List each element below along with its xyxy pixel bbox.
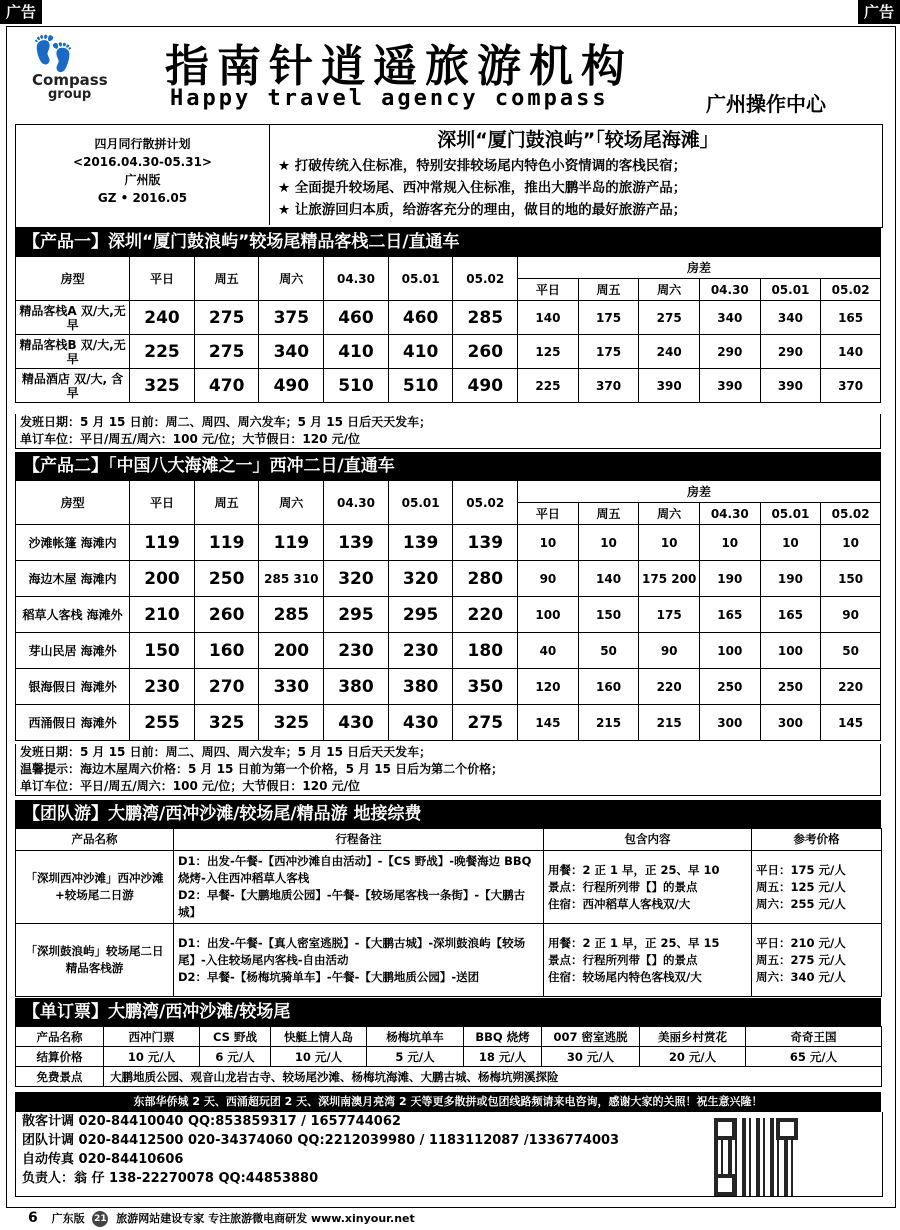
diff-cell: 370 (821, 369, 881, 403)
contact-line: 负责人：翁 仔 138-22270078 QQ:44853880 (22, 1171, 319, 1186)
price-cell: 285 (453, 301, 518, 335)
diff-cell: 390 (760, 369, 821, 403)
group-col-header: 包含内容 (544, 829, 752, 851)
col-header: 05.02 (453, 481, 518, 525)
price-cell: 280 (453, 561, 518, 597)
contact-line: 自动传真 020-84410606 (22, 1152, 184, 1167)
diff-col-header: 05.02 (821, 279, 881, 301)
col-room: 房型 (16, 481, 130, 525)
group-itinerary-line: D1：出发-午餐-【真人密室逃脱】-【大鹏古城】-深圳鼓浪屿【较场尾】-入住较场尾内客栈-自由活动 (178, 935, 526, 967)
diff-cell: 90 (518, 561, 579, 597)
header-row (16, 481, 881, 503)
logo-brand-group: group (48, 87, 92, 102)
price-cell: 260 (453, 335, 518, 369)
ticket-price: 18 元/人 (464, 1047, 542, 1067)
price-cell: 230 (388, 633, 453, 669)
diff-cell: 10 (639, 525, 700, 561)
diff-cell: 10 (699, 525, 760, 561)
price-cell: 200 (259, 633, 324, 669)
page-footer (28, 1210, 415, 1227)
diff-cell: 225 (518, 369, 579, 403)
diff-col-header: 04.30 (699, 503, 760, 525)
price-cell: 460 (388, 301, 453, 335)
room-type: 芽山民居 海滩外 (16, 633, 130, 669)
plan-code: GZ • 2016.05 (97, 191, 188, 205)
product1-notes (15, 414, 881, 449)
price-cell: 330 (259, 669, 324, 705)
price-cell: 225 (130, 335, 195, 369)
ticket-table (15, 1026, 882, 1087)
price-cell: 325 (130, 369, 195, 403)
col-header: 周五 (194, 257, 259, 301)
group-includes-line: 住宿：西冲稻草人客栈双/大 (548, 896, 691, 911)
ticket-price: 20 元/人 (640, 1047, 746, 1067)
col-header: 05.01 (388, 257, 453, 301)
group-itinerary (174, 924, 544, 997)
price-cell: 510 (324, 369, 389, 403)
diff-cell: 40 (518, 633, 579, 669)
group-includes-line: 用餐：2 正 1 早，正 25、早 10 (548, 862, 720, 877)
price-cell: 325 (194, 705, 259, 741)
price-cell: 430 (324, 705, 389, 741)
group-col-header: 行程备注 (174, 829, 544, 851)
intro-line: ★ 全面提升较场尾、西冲常规入住标准，推出大鹏半岛的旅游产品； (278, 180, 687, 196)
group-prices (752, 851, 882, 924)
price-cell: 430 (388, 705, 453, 741)
group-itinerary-line: D2：早餐-【杨梅坑骑单车】-午餐-【大鹏地质公园】-送团 (178, 969, 480, 984)
diff-cell: 190 (699, 561, 760, 597)
group-prices-line: 周五：275 元/人 (756, 952, 846, 967)
col-header: 平日 (130, 257, 195, 301)
diff-cell: 215 (639, 705, 700, 741)
table-row (16, 525, 881, 561)
price-cell: 325 (259, 705, 324, 741)
col-header: 周六 (259, 481, 324, 525)
price-cell: 119 (130, 525, 195, 561)
diff-cell: 50 (578, 633, 639, 669)
ticket-name: BBQ 烧烤 (464, 1027, 542, 1047)
diff-cell: 140 (578, 561, 639, 597)
ticket-price: 10 元/人 (104, 1047, 200, 1067)
ticket-price: 10 元/人 (271, 1047, 367, 1067)
diff-cell: 175 (578, 335, 639, 369)
diff-cell: 190 (760, 561, 821, 597)
ticket-name: CS 野战 (200, 1027, 271, 1047)
diff-cell: 175 200 (639, 561, 700, 597)
diff-cell: 100 (699, 633, 760, 669)
room-type: 精品客栈A 双/大,无早 (16, 301, 130, 335)
free-label: 免费景点 (16, 1067, 104, 1087)
diff-cell: 140 (821, 335, 881, 369)
col-header: 周六 (259, 257, 324, 301)
col-header: 平日 (130, 481, 195, 525)
table-row (16, 561, 881, 597)
intro-line: ★ 打破传统入住标准，特别安排较场尾内特色小资情调的客栈民宿； (278, 158, 687, 174)
price-cell: 285 (259, 597, 324, 633)
diff-cell: 390 (699, 369, 760, 403)
price-cell: 320 (388, 561, 453, 597)
plan-dates: <2016.04.30-05.31> (73, 155, 212, 169)
price-cell: 139 (388, 525, 453, 561)
footer-text: 旅游网站建设专家 专注旅游微电商研发 www.xinyour.net (116, 1212, 415, 1225)
diff-cell: 120 (518, 669, 579, 705)
ticket-free-row (16, 1067, 882, 1087)
group-itinerary (174, 851, 544, 924)
group-itinerary-line: D1：出发-午餐-【西冲沙滩自由活动】-【CS 野战】-晚餐海边 BBQ 烧烤-入住西冲稻草人客栈 (178, 854, 532, 885)
price-cell: 380 (324, 669, 389, 705)
title-english: Happy travel agency compass (170, 86, 609, 111)
group-bar: 【团队游】大鹏湾/西冲沙滩/较场尾/精品游 地接综费 (15, 800, 881, 828)
ad-tag-right: 广告 (858, 0, 900, 24)
diff-col-header: 04.30 (699, 279, 760, 301)
price-cell: 380 (388, 669, 453, 705)
price-cell: 460 (324, 301, 389, 335)
room-type: 精品客栈B 双/大,无早 (16, 335, 130, 369)
product2-table (15, 480, 881, 741)
room-type: 精品酒店 双/大, 含早 (16, 369, 130, 403)
price-cell: 180 (453, 633, 518, 669)
ticket-name: 西冲门票 (104, 1027, 200, 1047)
footprint-icon: 👣 (32, 34, 69, 74)
price-cell: 340 (259, 335, 324, 369)
price-cell: 410 (388, 335, 453, 369)
ticket-name: 美丽乡村赏花 (640, 1027, 746, 1047)
room-diff-header: 房差 (518, 481, 881, 503)
diff-cell: 10 (578, 525, 639, 561)
price-cell: 275 (453, 705, 518, 741)
price-cell: 230 (324, 633, 389, 669)
ticket-name: 007 密室逃脱 (542, 1027, 640, 1047)
table-row (16, 369, 881, 403)
diff-cell: 10 (760, 525, 821, 561)
table-row (16, 851, 882, 924)
diff-cell: 340 (760, 301, 821, 335)
table-row (16, 597, 881, 633)
group-prices-line: 平日：210 元/人 (756, 935, 846, 950)
group-prices-line: 周五：125 元/人 (756, 879, 846, 894)
diff-col-header: 平日 (518, 503, 579, 525)
plan-info (16, 125, 270, 225)
diff-col-header: 周五 (578, 503, 639, 525)
ticket-name-label: 产品名称 (16, 1027, 104, 1047)
diff-cell: 165 (699, 597, 760, 633)
col-room: 房型 (16, 257, 130, 301)
ticket-name-row (16, 1027, 882, 1047)
diff-cell: 220 (821, 669, 881, 705)
group-includes (544, 924, 752, 997)
ticket-price-label: 结算价格 (16, 1047, 104, 1067)
compass-logo (32, 36, 122, 112)
intro-title: 深圳“厦门鼓浪屿”「较场尾海滩」 (437, 129, 719, 151)
price-cell: 285 310 (259, 561, 324, 597)
contact-line: 散客计调 020-84410040 QQ:853859317 / 1657744062 (22, 1114, 401, 1129)
group-includes-line: 景点：行程所列带【】的景点 (548, 952, 698, 967)
price-cell: 150 (130, 633, 195, 669)
table-row (16, 335, 881, 369)
group-includes-line: 景点：行程所列带【】的景点 (548, 879, 698, 894)
product1-table (15, 256, 881, 403)
price-cell: 490 (259, 369, 324, 403)
diff-col-header: 周六 (639, 503, 700, 525)
product1-bar: 【产品一】深圳“厦门鼓浪屿”较场尾精品客栈二日/直通车 (15, 228, 881, 256)
diff-cell: 240 (639, 335, 700, 369)
diff-cell: 100 (760, 633, 821, 669)
qr-code-icon (714, 1118, 798, 1196)
price-cell: 350 (453, 669, 518, 705)
diff-cell: 215 (578, 705, 639, 741)
operation-center: 广州操作中心 (706, 92, 826, 116)
group-includes (544, 851, 752, 924)
group-includes-line: 用餐：2 正 1 早，正 25、早 15 (548, 935, 720, 950)
table-row (16, 301, 881, 335)
diff-cell: 90 (821, 597, 881, 633)
diff-col-header: 05.01 (760, 279, 821, 301)
diff-cell: 290 (760, 335, 821, 369)
room-diff-header: 房差 (518, 257, 881, 279)
diff-cell: 140 (518, 301, 579, 335)
group-prices-line: 周六：340 元/人 (756, 969, 846, 984)
note-line: 单订车位：平日/周五/周六：100 元/位；大节假日：120 元/位 (20, 779, 360, 793)
table-row (16, 924, 882, 997)
ticket-price: 5 元/人 (367, 1047, 464, 1067)
price-cell: 200 (130, 561, 195, 597)
diff-cell: 150 (821, 561, 881, 597)
plan-title: 四月同行散拼计划 (94, 137, 191, 151)
price-cell: 510 (388, 369, 453, 403)
col-header: 05.02 (453, 257, 518, 301)
diff-cell: 370 (578, 369, 639, 403)
product2-bar: 【产品二】「中国八大海滩之一」西冲二日/直通车 (15, 452, 881, 480)
title-chinese: 指南针逍遥旅游机构 (165, 41, 633, 92)
price-cell: 275 (194, 335, 259, 369)
price-cell: 220 (453, 597, 518, 633)
diff-cell: 10 (821, 525, 881, 561)
contact-box (15, 1112, 883, 1197)
header-row (16, 829, 882, 851)
group-table (15, 828, 882, 997)
price-cell: 250 (194, 561, 259, 597)
price-cell: 255 (130, 705, 195, 741)
col-header: 周五 (194, 481, 259, 525)
room-type: 稻草人客栈 海滩外 (16, 597, 130, 633)
price-cell: 240 (130, 301, 195, 335)
group-prices-line: 周六：255 元/人 (756, 896, 846, 911)
ticket-name: 奇奇王国 (746, 1027, 882, 1047)
note-line: 单订车位：平日/周五/周六：100 元/位；大节假日：120 元/位 (20, 432, 360, 446)
price-cell: 490 (453, 369, 518, 403)
price-cell: 375 (259, 301, 324, 335)
ticket-price: 65 元/人 (746, 1047, 882, 1067)
diff-cell: 175 (578, 301, 639, 335)
price-cell: 270 (194, 669, 259, 705)
price-cell: 139 (324, 525, 389, 561)
diff-cell: 340 (699, 301, 760, 335)
ticket-bar: 【单订票】大鹏湾/西冲沙滩/较场尾 (15, 998, 881, 1026)
ticket-price: 6 元/人 (200, 1047, 271, 1067)
room-type: 海边木屋 海滩内 (16, 561, 130, 597)
plan-edition: 广州版 (124, 173, 161, 187)
diff-cell: 145 (821, 705, 881, 741)
room-type: 银海假日 海滩外 (16, 669, 130, 705)
group-prices (752, 924, 882, 997)
price-cell: 295 (388, 597, 453, 633)
price-cell: 320 (324, 561, 389, 597)
price-cell: 160 (194, 633, 259, 669)
col-header: 04.30 (324, 481, 389, 525)
diff-col-header: 05.02 (821, 503, 881, 525)
diff-cell: 220 (639, 669, 700, 705)
diff-cell: 300 (760, 705, 821, 741)
product2-notes (15, 744, 881, 796)
group-product-name: 「深圳西冲沙滩」西冲沙滩+较场尾二日游 (16, 851, 174, 924)
diff-cell: 100 (518, 597, 579, 633)
col-header: 05.01 (388, 481, 453, 525)
logo-brand: Compass (32, 71, 108, 89)
diff-cell: 165 (821, 301, 881, 335)
price-cell: 119 (259, 525, 324, 561)
table-row (16, 633, 881, 669)
ad-tag-left: 广告 (0, 0, 42, 24)
ticket-price-row (16, 1047, 882, 1067)
intro-highlights (278, 125, 878, 221)
intro-box (15, 124, 883, 228)
col-header: 04.30 (324, 257, 389, 301)
price-cell: 210 (130, 597, 195, 633)
group-col-header: 参考价格 (752, 829, 882, 851)
diff-cell: 300 (699, 705, 760, 741)
group-itinerary-line: D2：早餐-【大鹏地质公园】-午餐-【较场尾客栈一条街】-【大鹏古城】 (178, 888, 526, 919)
note-line: 温馨提示：海边木屋周六价格：5 月 15 日前为第一个价格，5 月 15 日后为第二个价格； (20, 762, 504, 776)
diff-cell: 290 (699, 335, 760, 369)
diff-col-header: 平日 (518, 279, 579, 301)
note-line: 发班日期：5 月 15 日前：周二、周四、周六发车；5 月 15 日后天天发车； (20, 415, 432, 429)
page-number: 6 (28, 1210, 38, 1226)
price-cell: 410 (324, 335, 389, 369)
diff-cell: 175 (639, 597, 700, 633)
diff-cell: 125 (518, 335, 579, 369)
group-includes-line: 住宿：较场尾内特色客栈双/大 (548, 969, 702, 984)
table-row (16, 669, 881, 705)
price-cell: 275 (194, 301, 259, 335)
price-cell: 230 (130, 669, 195, 705)
group-prices-line: 平日：175 元/人 (756, 862, 846, 877)
diff-cell: 275 (639, 301, 700, 335)
price-cell: 139 (453, 525, 518, 561)
intro-line: ★ 让旅游回归本质，给游客充分的理由，做目的地的最好旅游产品； (278, 202, 687, 218)
room-type: 沙滩帐篷 海滩内 (16, 525, 130, 561)
diff-cell: 250 (699, 669, 760, 705)
contact-line: 团队计调 020-84412500 020-34374060 QQ:2212039980 / 1183112087 /1336774003 (22, 1133, 620, 1148)
diff-col-header: 周六 (639, 279, 700, 301)
group-product-name: 「深圳鼓浪屿」较场尾二日精品客栈游 (16, 924, 174, 997)
footer-banner: 东部华侨城 2 天、西涌超玩团 2 天、深圳南澳月亮湾 2 天等更多散拼或包团线路频请来电咨询，感谢大家的关照！祝生意兴隆！ (15, 1092, 881, 1112)
price-cell: 470 (194, 369, 259, 403)
ticket-name: 快艇上情人岛 (271, 1027, 367, 1047)
diff-cell: 160 (578, 669, 639, 705)
room-type: 西涌假日 海滩外 (16, 705, 130, 741)
free-spots: 大鹏地质公园、观音山龙岩古寺、较场尾沙滩、杨梅坑海滩、大鹏古城、杨梅坑朔溪探险 (104, 1067, 882, 1087)
diff-cell: 90 (639, 633, 700, 669)
diff-cell: 50 (821, 633, 881, 669)
ticket-name: 杨梅坑单车 (367, 1027, 464, 1047)
group-col-header: 产品名称 (16, 829, 174, 851)
diff-cell: 150 (578, 597, 639, 633)
note-line: 发班日期：5 月 15 日前：周二、周四、周六发车；5 月 15 日后天天发车； (20, 745, 432, 759)
price-cell: 119 (194, 525, 259, 561)
price-cell: 295 (324, 597, 389, 633)
diff-cell: 390 (639, 369, 700, 403)
ticket-price: 30 元/人 (542, 1047, 640, 1067)
header-row (16, 257, 881, 279)
diff-col-header: 周五 (578, 279, 639, 301)
diff-cell: 10 (518, 525, 579, 561)
diff-cell: 165 (760, 597, 821, 633)
xinyour-logo-icon: 21 (92, 1211, 108, 1227)
table-row (16, 705, 881, 741)
edition-label: 广东版 (51, 1212, 85, 1225)
diff-cell: 250 (760, 669, 821, 705)
diff-cell: 145 (518, 705, 579, 741)
price-cell: 260 (194, 597, 259, 633)
diff-col-header: 05.01 (760, 503, 821, 525)
